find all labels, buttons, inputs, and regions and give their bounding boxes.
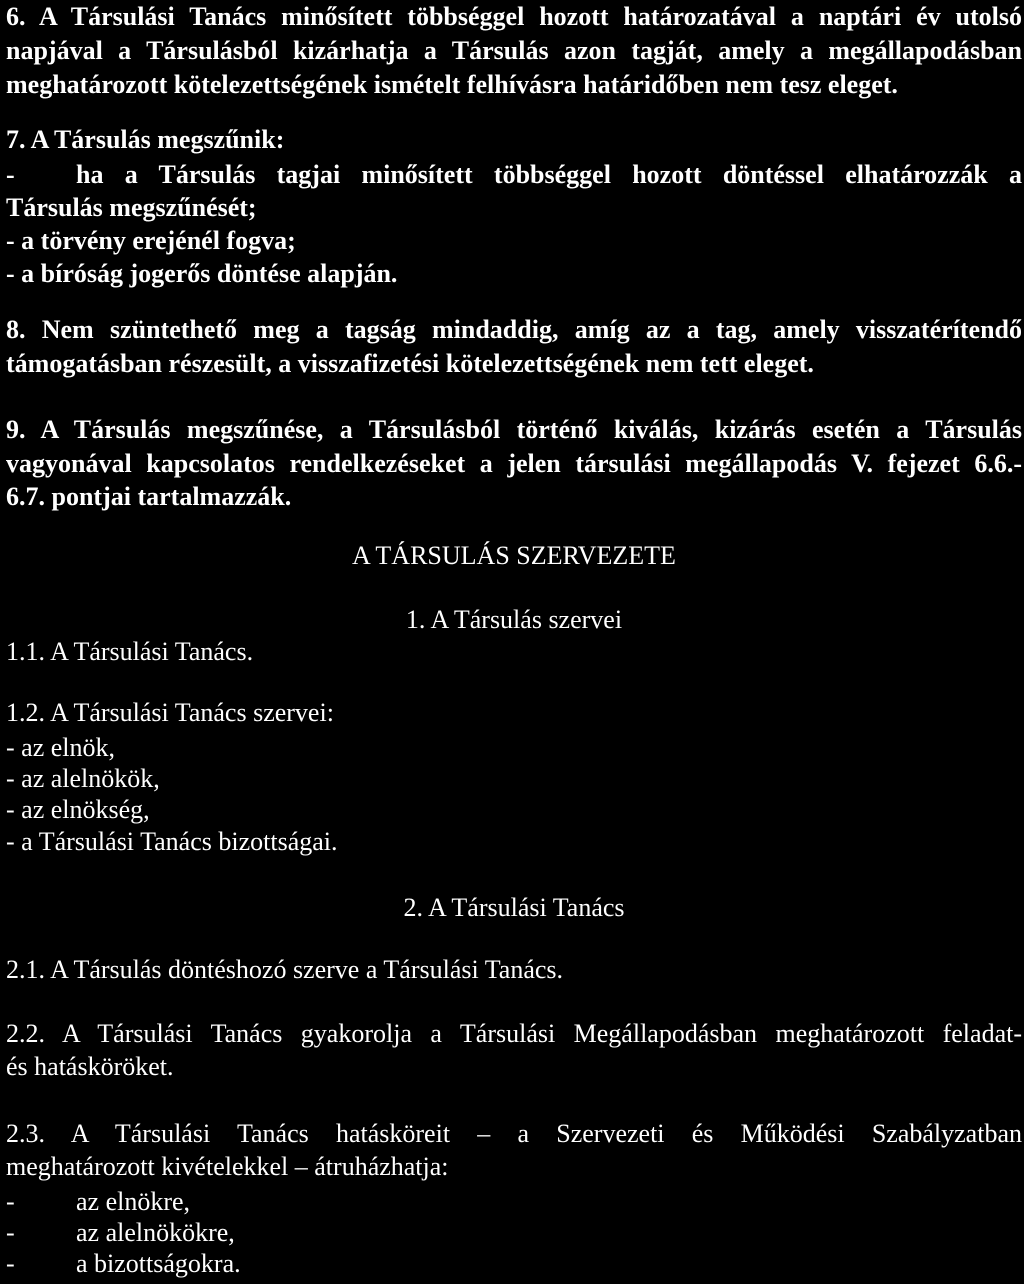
list-item: [6, 1218, 235, 1248]
paragraph-2-2-line-2: és hatásköröket.: [6, 1052, 174, 1081]
section-7-heading: 7. A Társulás megszűnik:: [6, 125, 285, 154]
section-7-item-1: [6, 160, 1022, 190]
paragraph-2-3-line-2: meghatározott kivételekkel – átruházhatja:: [6, 1152, 449, 1181]
list-dash: -: [6, 1218, 15, 1247]
section-6-line-3: meghatározott kötelezettségének ismételt felhívásra határidőben nem tesz eleget.: [6, 70, 898, 99]
paragraph-2-2-line-1: 2.2. A Társulási Tanács gyakorolja a Társulási Megállapodásban meghatározott feladat-: [6, 1019, 1022, 1048]
section-7-item-2: - a törvény erejénél fogva;: [6, 226, 296, 255]
list-item: - az elnök,: [6, 733, 116, 762]
list-item: - az alelnökök,: [6, 764, 160, 793]
paragraph-2-1: 2.1. A Társulás döntéshozó szerve a Társulási Tanács.: [6, 955, 564, 984]
section-8-line-1: 8. Nem szüntethető meg a tagság mindaddig, amíg az a tag, amely visszatérítendő: [6, 315, 1022, 344]
section-9-line-1: 9. A Társulás megszűnése, a Társulásból történő kiválás, kizárás esetén a Társulás: [6, 415, 1022, 444]
paragraph-1-1: 1.1. A Társulási Tanács.: [6, 637, 254, 666]
section-7-item-1-cont: Társulás megszűnését;: [6, 193, 257, 222]
section-7-item-3: - a bíróság jogerős döntése alapján.: [6, 259, 398, 288]
paragraph-1-2-heading: 1.2. A Társulási Tanács szervei:: [6, 698, 334, 727]
list-item: - a Társulási Tanács bizottságai.: [6, 827, 338, 856]
list-dash: -: [6, 160, 15, 189]
section-9-line-3: 6.7. pontjai tartalmazzák.: [6, 482, 292, 511]
list-item: [6, 1187, 190, 1217]
section-6-line-2: napjával a Társulásból kizárhatja a Társulás azon tagját, amely a megállapodásban: [6, 36, 1022, 65]
list-dash: -: [6, 1187, 15, 1216]
list-item-text: az elnökre,: [76, 1187, 191, 1216]
section-7-item-1-text: ha a Társulás tagjai minősített többséggel hozott döntéssel elhatározzák a: [76, 160, 1022, 189]
section-9-line-2: vagyonával kapcsolatos rendelkezéseket a jelen társulási megállapodás V. fejezet 6.6.-: [6, 449, 1022, 478]
paragraph-2-3-line-1: 2.3. A Társulási Tanács hatásköreit – a Szervezeti és Működési Szabályzatban: [6, 1119, 1022, 1148]
section-6-line-1: 6. A Társulási Tanács minősített többséggel hozott határozatával a naptári év utolsó: [6, 2, 1022, 31]
list-dash: -: [6, 1249, 15, 1278]
chapter-title: A TÁRSULÁS SZERVEZETE: [352, 541, 676, 570]
list-item-text: az alelnökökre,: [76, 1218, 235, 1247]
subsection-2-heading: 2. A Társulási Tanács: [403, 893, 625, 922]
list-item: [6, 1249, 241, 1279]
list-item-text: a bizottságokra.: [76, 1249, 241, 1278]
subsection-1-heading: 1. A Társulás szervei: [405, 605, 623, 634]
section-8-line-2: támogatásban részesült, a visszafizetési kötelezettségének nem tett eleget.: [6, 349, 814, 378]
list-item: - az elnökség,: [6, 795, 150, 824]
